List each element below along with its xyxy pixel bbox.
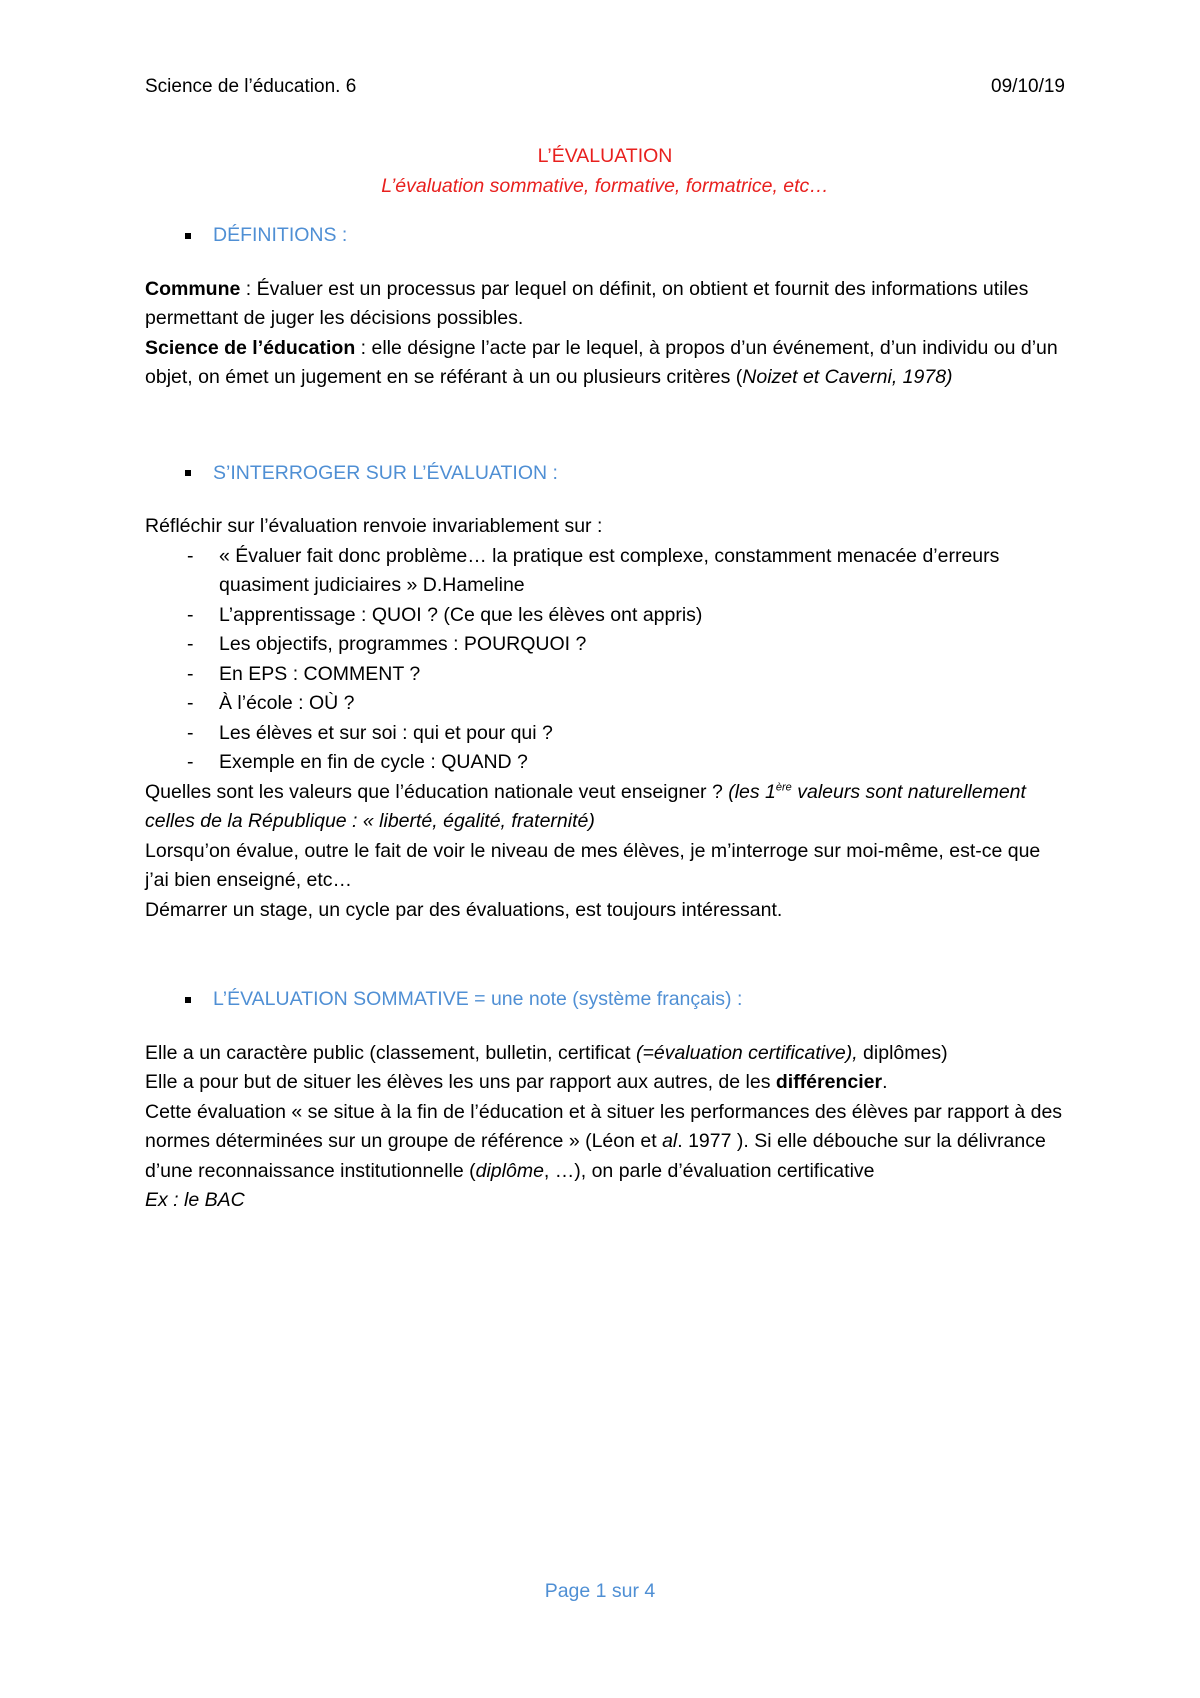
text-run: . xyxy=(882,1071,888,1093)
list-item: - « Évaluer fait donc problème… la pratique est complexe, constamment menacée d’erreurs quasiment judiciaires » D.Hameline xyxy=(145,542,1065,601)
section-heading-text: L’ÉVALUATION SOMMATIVE = une note (système français) : xyxy=(213,988,743,1010)
sommative-paragraph-2 xyxy=(145,1068,1065,1098)
text-run-italic: diplôme xyxy=(475,1159,544,1182)
citation: Noizet et Caverni, 1978) xyxy=(742,366,953,388)
list-item: - À l’école : OÙ ? xyxy=(145,689,1065,719)
text-run-italic: al xyxy=(662,1130,678,1152)
values-paragraph xyxy=(145,778,1065,837)
definition-science xyxy=(145,334,1065,393)
values-note-b: valeurs sont naturellement celles de la République : « liberté, égalité, fraternité) xyxy=(145,780,1026,832)
list-item: - Exemple en fin de cycle : QUAND ? xyxy=(145,748,1065,778)
list-item: - L’apprentissage : QUOI ? (Ce que les élèves ont appris) xyxy=(145,601,1065,631)
square-bullet-icon xyxy=(185,233,191,239)
definition-label: Science de l’éducation xyxy=(145,336,356,359)
section-heading-interroger xyxy=(185,459,1065,489)
section-heading-sommative xyxy=(185,985,1065,1015)
sommative-paragraph-1 xyxy=(145,1039,1065,1069)
text-run: . 1977 ). Si elle débouche sur la délivrance d’une reconnaissance institutionnelle ( xyxy=(145,1130,1046,1182)
list-item: - Les objectifs, programmes : POURQUOI ? xyxy=(145,630,1065,660)
values-note-a: (les 1 xyxy=(728,780,776,803)
page-subtitle: L’évaluation sommative, formative, formatrice, etc… xyxy=(381,174,829,197)
square-bullet-icon xyxy=(185,997,191,1003)
square-bullet-icon xyxy=(185,470,191,476)
text-run: Cette évaluation « se situe à la fin de l’éducation et à situer les performances des élèves par rapport à des normes déterminées sur un groupe de référence » (Léon et xyxy=(145,1100,1063,1152)
text-run: Elle a pour but de situer les élèves les uns par rapport aux autres, de les xyxy=(145,1071,776,1093)
section-heading-definitions xyxy=(185,221,1065,251)
definition-label: Commune xyxy=(145,277,241,300)
section-intro: Réfléchir sur l’évaluation renvoie invariablement sur : xyxy=(145,515,603,537)
list-item: - En EPS : COMMENT ? xyxy=(145,660,1065,690)
question-list xyxy=(145,542,1065,778)
header-date: 09/10/19 xyxy=(991,76,1065,97)
text-run: diplômes) xyxy=(857,1041,948,1064)
reflection-paragraph: Lorsqu’on évalue, outre le fait de voir le niveau de mes élèves, je m’interroge sur moi-même, est-ce que j’ai bien enseigné, etc… xyxy=(145,839,1041,891)
page-title: L’ÉVALUATION xyxy=(537,145,673,167)
text-run-italic: (=évaluation certificative), xyxy=(635,1041,858,1064)
example-line: Ex : le BAC xyxy=(145,1189,245,1211)
start-paragraph: Démarrer un stage, un cycle par des évaluations, est toujours intéressant. xyxy=(145,898,783,921)
page-body xyxy=(145,142,1065,1216)
definition-text: : elle désigne l’acte par le lequel, à propos d’un événement, d’un individu ou d’un objet, on émet un jugement en se référant à un ou plusieurs critères ( xyxy=(145,336,1058,388)
text-run: Elle a un caractère public (classement, bulletin, certificat xyxy=(145,1041,636,1064)
text-run-bold: différencier xyxy=(775,1071,883,1093)
section-heading-text: DÉFINITIONS : xyxy=(213,224,348,246)
values-superscript: ère xyxy=(775,781,792,793)
header-course-title: Science de l’éducation. 6 xyxy=(145,76,357,97)
definition-text: : Évaluer est un processus par lequel on définit, on obtient et fournit des informations utiles permettant de juger les décisions possibles. xyxy=(145,277,1029,329)
section-heading-text: S’INTERROGER SUR L’ÉVALUATION : xyxy=(213,461,558,484)
values-text: Quelles sont les valeurs que l’éducation nationale veut enseigner ? xyxy=(145,780,729,803)
list-item: - Les élèves et sur soi : qui et pour qui ? xyxy=(145,719,1065,749)
sommative-paragraph-3 xyxy=(145,1098,1065,1187)
text-run: , …), on parle d’évaluation certificative xyxy=(543,1159,875,1182)
definition-commune xyxy=(145,275,1065,334)
page-number: Page 1 sur 4 xyxy=(544,1580,656,1602)
title-block xyxy=(145,142,1065,201)
